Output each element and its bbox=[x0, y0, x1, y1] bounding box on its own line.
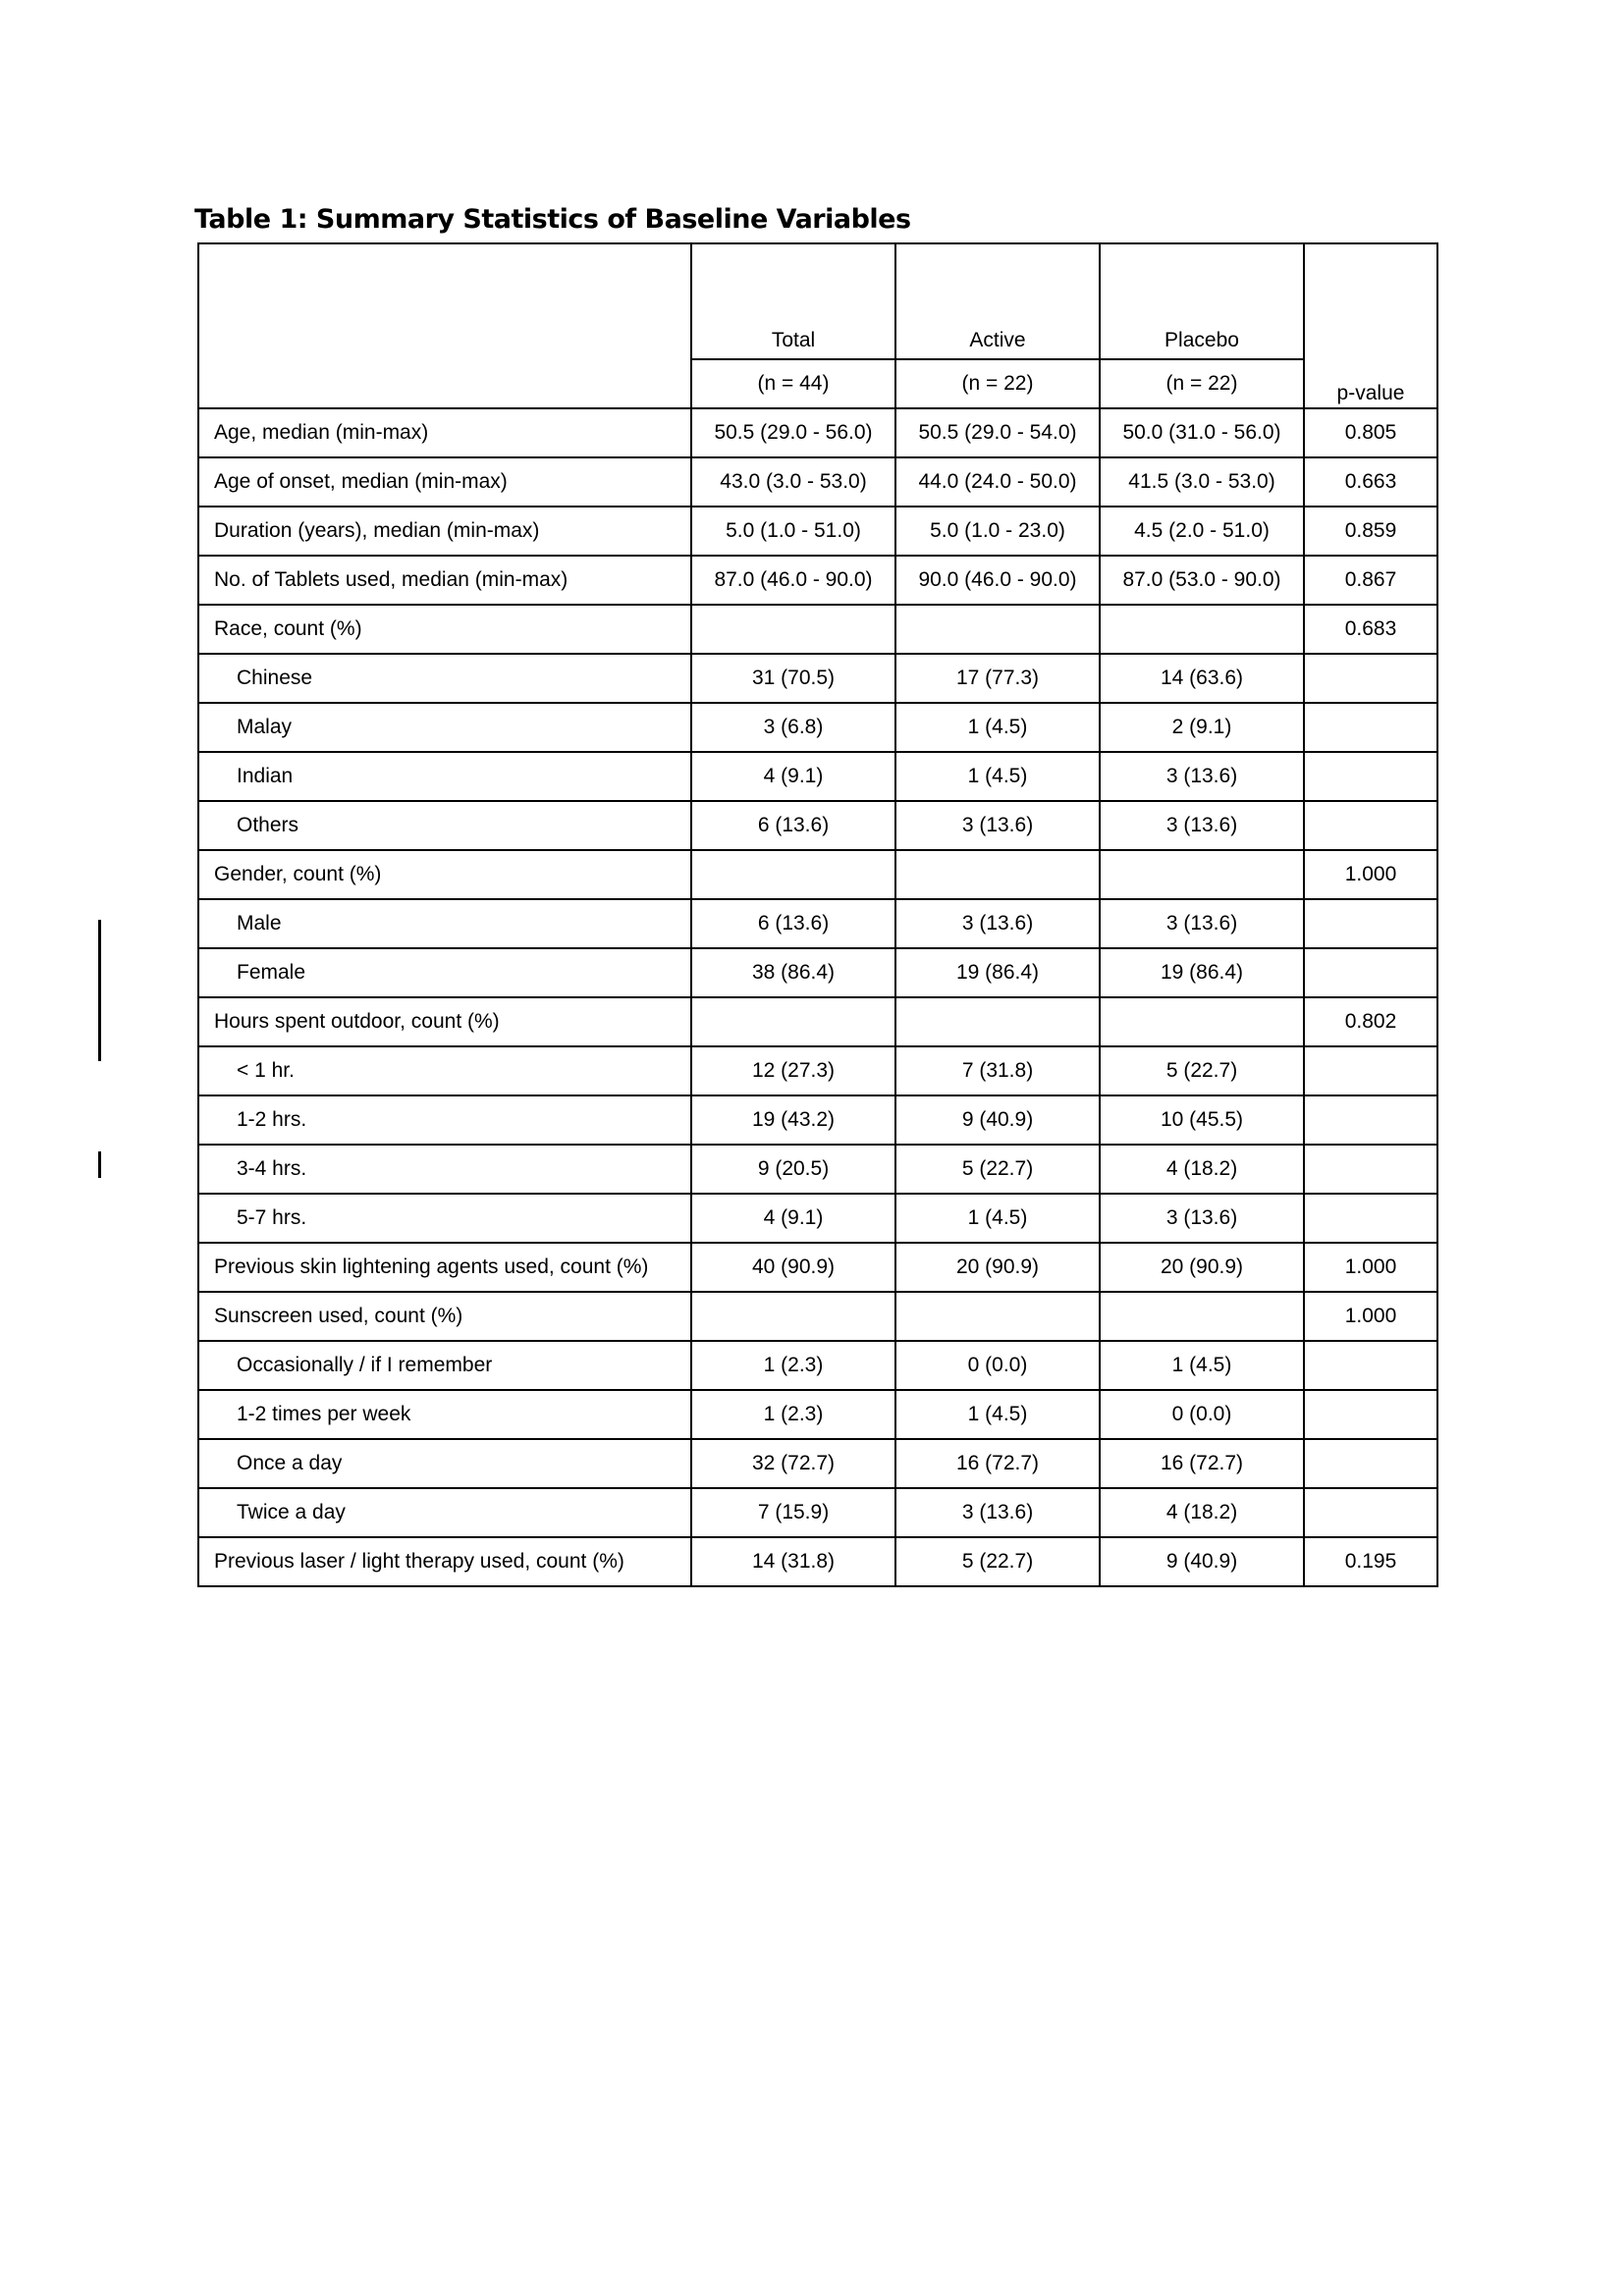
cell-active: 1 (4.5) bbox=[895, 1194, 1100, 1243]
cell-total: 43.0 (3.0 - 53.0) bbox=[691, 457, 895, 507]
cell-placebo: 9 (40.9) bbox=[1100, 1537, 1304, 1586]
table-row bbox=[198, 1390, 1437, 1439]
cell-active: 17 (77.3) bbox=[895, 654, 1100, 703]
cell-placebo: 3 (13.6) bbox=[1100, 899, 1304, 948]
cell-total bbox=[691, 850, 895, 899]
cell-total bbox=[691, 1292, 895, 1341]
row-label: Age, median (min-max) bbox=[198, 408, 691, 457]
table-row bbox=[198, 556, 1437, 605]
cell-p-value: 0.867 bbox=[1304, 556, 1437, 605]
cell-p-value: 0.683 bbox=[1304, 605, 1437, 654]
cell-active: 1 (4.5) bbox=[895, 703, 1100, 752]
cell-p-value: 0.663 bbox=[1304, 457, 1437, 507]
cell-p-value bbox=[1304, 1145, 1437, 1194]
cell-p-value: 1.000 bbox=[1304, 1243, 1437, 1292]
table-row bbox=[198, 997, 1437, 1046]
cell-active: 1 (4.5) bbox=[895, 1390, 1100, 1439]
table-row bbox=[198, 1537, 1437, 1586]
cell-p-value bbox=[1304, 1095, 1437, 1145]
row-label: Chinese bbox=[198, 654, 691, 703]
cell-placebo: 4 (18.2) bbox=[1100, 1145, 1304, 1194]
column-n-total: (n = 44) bbox=[691, 359, 895, 408]
table-row bbox=[198, 1341, 1437, 1390]
cell-placebo: 3 (13.6) bbox=[1100, 801, 1304, 850]
cell-total: 9 (20.5) bbox=[691, 1145, 895, 1194]
cell-p-value bbox=[1304, 1194, 1437, 1243]
column-header-placebo: Placebo bbox=[1100, 243, 1304, 359]
cell-p-value bbox=[1304, 948, 1437, 997]
cell-total: 14 (31.8) bbox=[691, 1537, 895, 1586]
cell-active: 50.5 (29.0 - 54.0) bbox=[895, 408, 1100, 457]
cell-total: 5.0 (1.0 - 51.0) bbox=[691, 507, 895, 556]
cell-placebo: 10 (45.5) bbox=[1100, 1095, 1304, 1145]
cell-placebo bbox=[1100, 850, 1304, 899]
row-label: Occasionally / if I remember bbox=[198, 1341, 691, 1390]
table-row bbox=[198, 899, 1437, 948]
row-label: Previous skin lightening agents used, count (%) bbox=[198, 1243, 691, 1292]
cell-placebo: 50.0 (31.0 - 56.0) bbox=[1100, 408, 1304, 457]
cell-active: 5.0 (1.0 - 23.0) bbox=[895, 507, 1100, 556]
cell-p-value bbox=[1304, 752, 1437, 801]
cell-total: 12 (27.3) bbox=[691, 1046, 895, 1095]
table-row bbox=[198, 1488, 1437, 1537]
cell-total: 6 (13.6) bbox=[691, 801, 895, 850]
table-row bbox=[198, 1292, 1437, 1341]
table-row bbox=[198, 654, 1437, 703]
cell-placebo: 41.5 (3.0 - 53.0) bbox=[1100, 457, 1304, 507]
cell-p-value bbox=[1304, 654, 1437, 703]
table-row bbox=[198, 507, 1437, 556]
cell-total: 4 (9.1) bbox=[691, 752, 895, 801]
summary-statistics-table bbox=[197, 242, 1438, 1587]
cell-total: 32 (72.7) bbox=[691, 1439, 895, 1488]
cell-total: 38 (86.4) bbox=[691, 948, 895, 997]
row-label: Others bbox=[198, 801, 691, 850]
table-row bbox=[198, 1243, 1437, 1292]
table-row bbox=[198, 1194, 1437, 1243]
cell-placebo: 16 (72.7) bbox=[1100, 1439, 1304, 1488]
cell-active: 7 (31.8) bbox=[895, 1046, 1100, 1095]
row-label: Previous laser / light therapy used, count (%) bbox=[198, 1537, 691, 1586]
table-row bbox=[198, 1046, 1437, 1095]
cell-placebo bbox=[1100, 997, 1304, 1046]
cell-total: 1 (2.3) bbox=[691, 1390, 895, 1439]
table-row bbox=[198, 850, 1437, 899]
cell-active: 0 (0.0) bbox=[895, 1341, 1100, 1390]
cell-placebo: 19 (86.4) bbox=[1100, 948, 1304, 997]
table-row bbox=[198, 1095, 1437, 1145]
cell-total: 31 (70.5) bbox=[691, 654, 895, 703]
revision-bar bbox=[98, 920, 101, 1061]
cell-p-value bbox=[1304, 1046, 1437, 1095]
column-n-placebo: (n = 22) bbox=[1100, 359, 1304, 408]
cell-placebo: 87.0 (53.0 - 90.0) bbox=[1100, 556, 1304, 605]
table-row bbox=[198, 457, 1437, 507]
cell-placebo bbox=[1100, 1292, 1304, 1341]
cell-placebo: 1 (4.5) bbox=[1100, 1341, 1304, 1390]
header-row bbox=[198, 243, 1437, 359]
table-row bbox=[198, 1439, 1437, 1488]
row-label: Duration (years), median (min-max) bbox=[198, 507, 691, 556]
cell-total: 1 (2.3) bbox=[691, 1341, 895, 1390]
cell-p-value bbox=[1304, 703, 1437, 752]
cell-active: 20 (90.9) bbox=[895, 1243, 1100, 1292]
cell-total: 6 (13.6) bbox=[691, 899, 895, 948]
table-row bbox=[198, 948, 1437, 997]
column-header-p-value: p-value bbox=[1304, 243, 1437, 408]
cell-total: 4 (9.1) bbox=[691, 1194, 895, 1243]
cell-p-value bbox=[1304, 1439, 1437, 1488]
row-label: Twice a day bbox=[198, 1488, 691, 1537]
cell-total: 40 (90.9) bbox=[691, 1243, 895, 1292]
cell-active: 44.0 (24.0 - 50.0) bbox=[895, 457, 1100, 507]
cell-p-value bbox=[1304, 801, 1437, 850]
cell-p-value: 0.195 bbox=[1304, 1537, 1437, 1586]
row-label: 5-7 hrs. bbox=[198, 1194, 691, 1243]
cell-total: 87.0 (46.0 - 90.0) bbox=[691, 556, 895, 605]
table-row bbox=[198, 605, 1437, 654]
table-row bbox=[198, 1145, 1437, 1194]
row-label: Female bbox=[198, 948, 691, 997]
row-label: Male bbox=[198, 899, 691, 948]
row-label: < 1 hr. bbox=[198, 1046, 691, 1095]
table-row bbox=[198, 752, 1437, 801]
cell-p-value: 1.000 bbox=[1304, 1292, 1437, 1341]
cell-total: 7 (15.9) bbox=[691, 1488, 895, 1537]
table-title: Table 1: Summary Statistics of Baseline Variables bbox=[194, 204, 911, 235]
cell-active: 19 (86.4) bbox=[895, 948, 1100, 997]
cell-active: 1 (4.5) bbox=[895, 752, 1100, 801]
cell-total: 3 (6.8) bbox=[691, 703, 895, 752]
cell-active bbox=[895, 605, 1100, 654]
cell-p-value: 0.859 bbox=[1304, 507, 1437, 556]
cell-placebo bbox=[1100, 605, 1304, 654]
row-label: Sunscreen used, count (%) bbox=[198, 1292, 691, 1341]
row-label: Gender, count (%) bbox=[198, 850, 691, 899]
row-label: 1-2 times per week bbox=[198, 1390, 691, 1439]
cell-active bbox=[895, 850, 1100, 899]
cell-active bbox=[895, 1292, 1100, 1341]
revision-bar bbox=[98, 1151, 101, 1178]
cell-placebo: 14 (63.6) bbox=[1100, 654, 1304, 703]
cell-active: 9 (40.9) bbox=[895, 1095, 1100, 1145]
cell-placebo: 3 (13.6) bbox=[1100, 752, 1304, 801]
cell-placebo: 3 (13.6) bbox=[1100, 1194, 1304, 1243]
cell-placebo: 4 (18.2) bbox=[1100, 1488, 1304, 1537]
row-label: Age of onset, median (min-max) bbox=[198, 457, 691, 507]
row-label: 3-4 hrs. bbox=[198, 1145, 691, 1194]
cell-placebo: 2 (9.1) bbox=[1100, 703, 1304, 752]
cell-total: 19 (43.2) bbox=[691, 1095, 895, 1145]
cell-placebo: 20 (90.9) bbox=[1100, 1243, 1304, 1292]
cell-active: 3 (13.6) bbox=[895, 1488, 1100, 1537]
cell-placebo: 4.5 (2.0 - 51.0) bbox=[1100, 507, 1304, 556]
cell-active: 5 (22.7) bbox=[895, 1145, 1100, 1194]
column-header-total: Total bbox=[691, 243, 895, 359]
header-empty-cell bbox=[198, 243, 691, 408]
cell-placebo: 5 (22.7) bbox=[1100, 1046, 1304, 1095]
column-n-active: (n = 22) bbox=[895, 359, 1100, 408]
cell-p-value: 0.802 bbox=[1304, 997, 1437, 1046]
table-row bbox=[198, 703, 1437, 752]
cell-active: 16 (72.7) bbox=[895, 1439, 1100, 1488]
row-label: Indian bbox=[198, 752, 691, 801]
cell-total bbox=[691, 997, 895, 1046]
cell-active bbox=[895, 997, 1100, 1046]
column-header-active: Active bbox=[895, 243, 1100, 359]
cell-active: 90.0 (46.0 - 90.0) bbox=[895, 556, 1100, 605]
table-row bbox=[198, 408, 1437, 457]
cell-active: 5 (22.7) bbox=[895, 1537, 1100, 1586]
cell-p-value bbox=[1304, 1341, 1437, 1390]
row-label: Hours spent outdoor, count (%) bbox=[198, 997, 691, 1046]
cell-p-value bbox=[1304, 1488, 1437, 1537]
row-label: Once a day bbox=[198, 1439, 691, 1488]
cell-p-value: 1.000 bbox=[1304, 850, 1437, 899]
row-label: Race, count (%) bbox=[198, 605, 691, 654]
row-label: Malay bbox=[198, 703, 691, 752]
table-row bbox=[198, 801, 1437, 850]
cell-placebo: 0 (0.0) bbox=[1100, 1390, 1304, 1439]
cell-total bbox=[691, 605, 895, 654]
cell-active: 3 (13.6) bbox=[895, 801, 1100, 850]
cell-p-value bbox=[1304, 899, 1437, 948]
row-label: 1-2 hrs. bbox=[198, 1095, 691, 1145]
cell-active: 3 (13.6) bbox=[895, 899, 1100, 948]
cell-p-value: 0.805 bbox=[1304, 408, 1437, 457]
row-label: No. of Tablets used, median (min-max) bbox=[198, 556, 691, 605]
cell-total: 50.5 (29.0 - 56.0) bbox=[691, 408, 895, 457]
cell-p-value bbox=[1304, 1390, 1437, 1439]
